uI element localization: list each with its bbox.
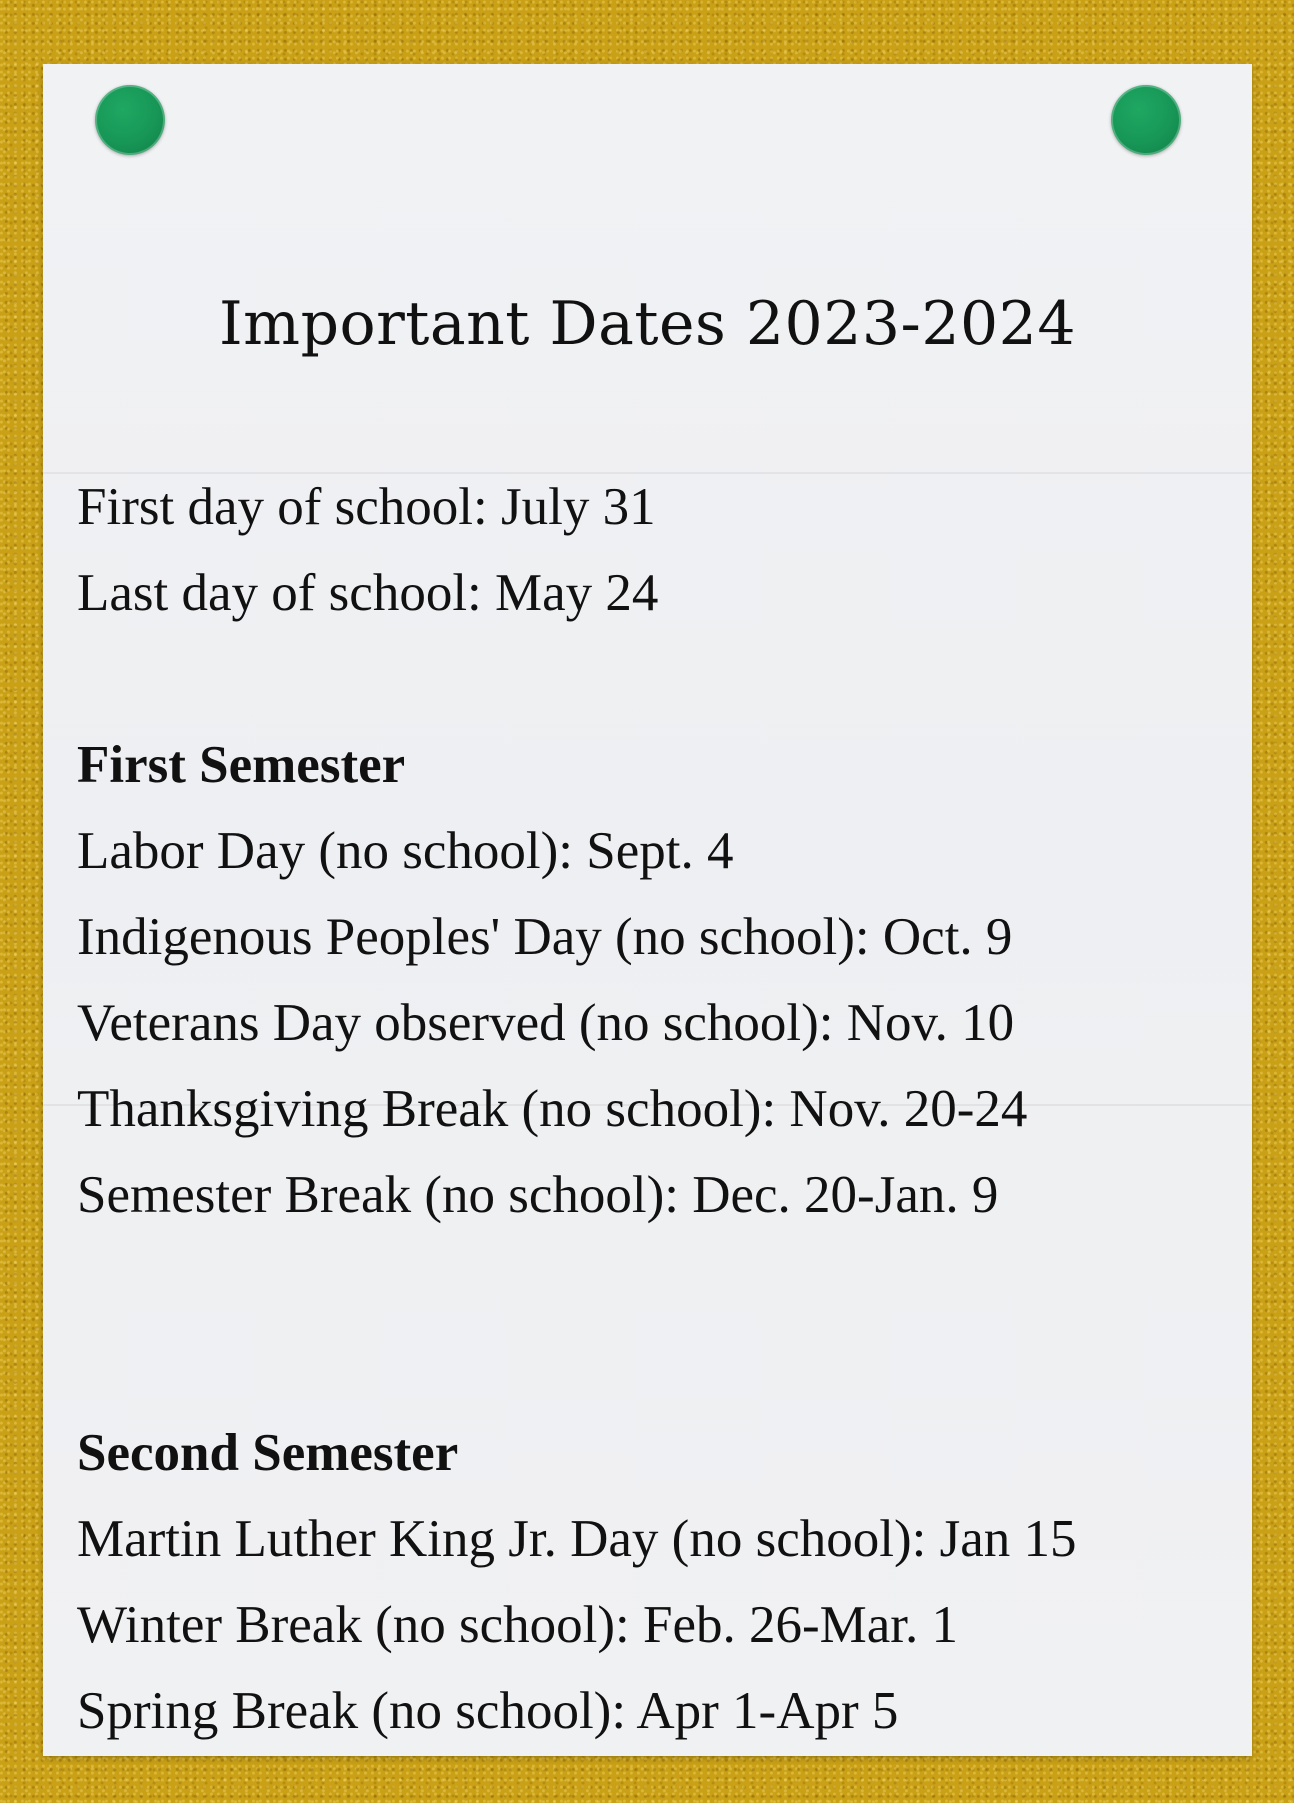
list-item: Martin Luther King Jr. Day (no school): Jan 15 — [77, 1510, 1077, 1568]
spacer — [77, 1238, 1237, 1410]
pushpin-icon — [95, 85, 165, 155]
spacer — [77, 636, 1237, 722]
paper-sheet — [43, 64, 1252, 1756]
list-item: Spring Break (no school): Apr 1-Apr 5 — [77, 1682, 899, 1740]
last-day-line: Last day of school: May 24 — [77, 564, 659, 622]
first-semester-heading: First Semester — [77, 736, 406, 794]
pushpin-icon — [1111, 85, 1181, 155]
list-item: Semester Break (no school): Dec. 20-Jan. 9 — [77, 1166, 999, 1224]
dates-list — [77, 464, 1237, 1754]
first-day-line: First day of school: July 31 — [77, 478, 656, 536]
page-title: Important Dates 2023-2024 — [218, 289, 1077, 359]
list-item: Thanksgiving Break (no school): Nov. 20-24 — [77, 1080, 1028, 1138]
list-item: Veterans Day observed (no school): Nov. 10 — [77, 994, 1015, 1052]
list-item: Winter Break (no school): Feb. 26-Mar. 1 — [77, 1596, 958, 1654]
second-semester-heading: Second Semester — [77, 1424, 459, 1482]
list-item: Indigenous Peoples' Day (no school): Oct. 9 — [77, 908, 1013, 966]
list-item: Labor Day (no school): Sept. 4 — [77, 822, 734, 880]
